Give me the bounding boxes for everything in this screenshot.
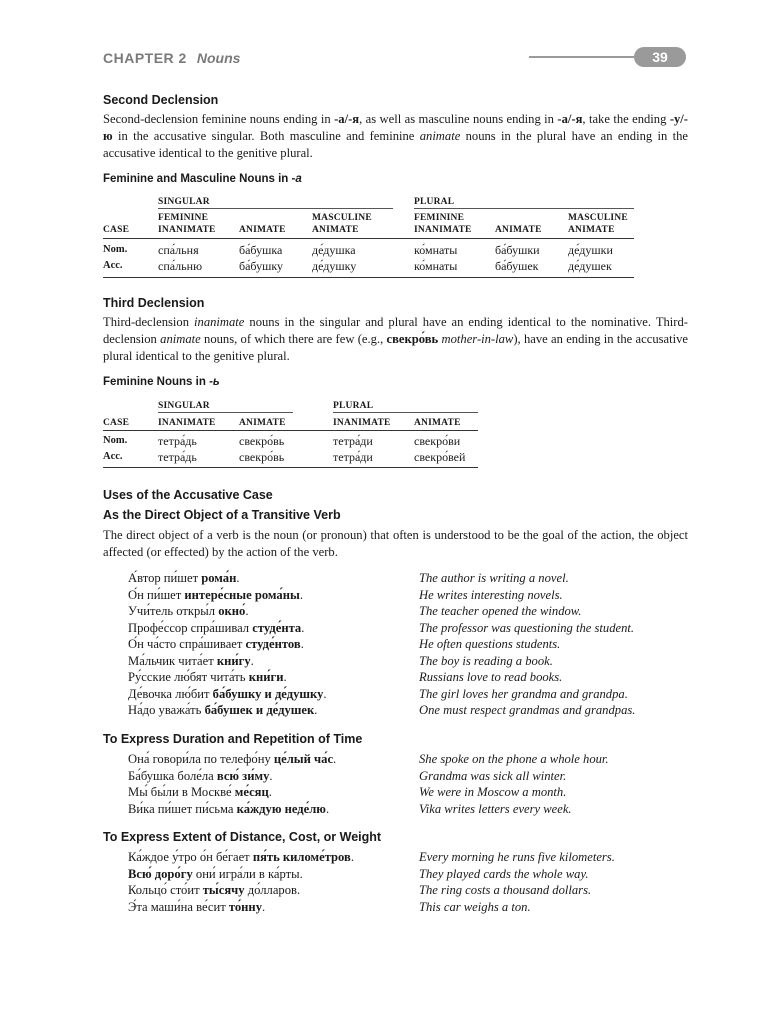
example-russian: Учи́тель откры́л окно́. <box>128 604 249 618</box>
table-title-second: Feminine and Masculine Nouns in -а <box>103 173 302 185</box>
table-rule <box>158 412 293 413</box>
example-english: He often questions students. <box>419 637 561 651</box>
subheading-extent: To Express Extent of Distance, Cost, or Weight <box>103 830 382 844</box>
table-header-fem-inanimate-pl: FEMININE INANIMATE <box>414 213 472 235</box>
table-header-plural: PLURAL <box>333 401 374 411</box>
table-cell: ба́бушки <box>495 243 540 257</box>
table-rule <box>103 467 478 468</box>
example-english: The teacher opened the window. <box>419 604 582 618</box>
example-russian: Мы́ бы́ли в Москве́ ме́сяц. <box>128 785 272 799</box>
table-cell: де́душку <box>312 259 357 273</box>
table-header-case: CASE <box>103 225 130 235</box>
example-english: The professor was questioning the student. <box>419 620 635 635</box>
table-header-masc-animate: MASCULINE ANIMATE <box>312 213 372 235</box>
example-english: He writes interesting novels. <box>419 587 563 602</box>
example-russian: Э́та маши́на ве́сит то́нну. <box>128 899 266 914</box>
table-cell: тетра́ди <box>333 434 373 448</box>
table-row-label: Acc. <box>103 260 123 271</box>
table-row-label: Nom. <box>103 435 128 446</box>
table-cell: ба́бушку <box>239 259 283 273</box>
example-english: The author is writing a novel. <box>419 571 569 585</box>
chapter-title: Nouns <box>196 50 241 66</box>
table-rule <box>103 238 634 239</box>
example-english: One must respect grandmas and grandpas. <box>419 703 636 717</box>
example-russian: Профе́ссор спра́шивал студе́нта. <box>128 620 305 635</box>
table-cell: спа́льня <box>158 243 199 257</box>
table-rule <box>158 208 393 209</box>
table-cell: тетра́дь <box>158 450 197 464</box>
table-cell: свекро́вь <box>239 450 285 464</box>
example-russian: Ка́ждое у́тро о́н бе́гает пя́ть киломе́тров. <box>128 850 354 864</box>
table-rule <box>414 208 634 209</box>
table-header-singular: SINGULAR <box>158 401 210 411</box>
section-heading-third-declension: Third Declension <box>103 296 205 310</box>
table-header-inanimate-pl: INANIMATE <box>333 418 391 428</box>
example-russian: На́до уважа́ть ба́бушек и де́душек. <box>128 703 318 717</box>
example-russian: Всю́ доро́гу они́ игра́ли в ка́рты. <box>128 866 303 881</box>
example-english: Russians love to read books. <box>419 670 563 684</box>
example-russian: О́н пи́шет интере́сные рома́ны. <box>128 587 303 602</box>
table-rule <box>103 430 478 431</box>
table-rule <box>333 412 478 413</box>
example-english: This car weighs a ton. <box>419 899 531 914</box>
table-third-declension <box>103 396 478 468</box>
table-cell: спа́льню <box>158 259 203 273</box>
example-russian: Кольцо́ сто́ит ты́сячу до́лларов. <box>128 883 301 897</box>
table-cell: ба́бушек <box>495 259 539 273</box>
example-english: We were in Moscow a month. <box>419 785 567 799</box>
example-russian: Ба́бушка боле́ла всю́ зи́му. <box>128 768 273 783</box>
subheading-duration: To Express Duration and Repetition of Time <box>103 732 363 746</box>
table-header-masc-animate-pl: MASCULINE ANIMATE <box>568 213 628 235</box>
table-title-third: Feminine Nouns in -ь <box>103 376 220 388</box>
paragraph-third-declension: Third-declension inanimate nouns in the singular and plural have an ending identical to the nominative. Third-declension animate nouns, of which there are few (e.g., свекро́вь mother-in-law), have an ending in the accusative plural identical to the genitive plural. <box>103 315 688 363</box>
example-russian: О́н ча́сто спра́шивает студе́нтов. <box>128 637 304 651</box>
table-header-inanimate: INANIMATE <box>158 418 216 428</box>
example-russian: Ви́ка пи́шет пи́сьма ка́ждую неде́лю. <box>128 801 330 816</box>
table-header-animate-pl: ANIMATE <box>414 418 461 428</box>
table-cell: свекро́ви <box>414 434 461 448</box>
table-rule <box>103 277 634 278</box>
section-heading-second-declension: Second Declension <box>103 93 219 107</box>
table-cell: тетра́ди <box>333 450 373 464</box>
table-header-singular: SINGULAR <box>158 197 210 207</box>
table-cell: де́душка <box>312 243 356 257</box>
table-cell: де́душки <box>568 243 613 257</box>
example-english: They played cards the whole way. <box>419 866 589 881</box>
example-russian: Ма́льчик чита́ет кни́гу. <box>128 653 254 668</box>
section-heading-uses: Uses of the Accusative Case <box>103 488 273 502</box>
paragraph-direct-object: The direct object of a verb is the noun (or pronoun) that often is understood to be the goal of the action, the object affected (or effected) by the action of the verb. <box>103 528 688 559</box>
example-russian: А́втор пи́шет рома́н. <box>128 571 240 585</box>
example-english: The ring costs a thousand dollars. <box>419 883 592 897</box>
example-english: The boy is reading a book. <box>419 653 553 668</box>
table-cell: ба́бушка <box>239 243 283 257</box>
example-english: Vika writes letters every week. <box>419 801 572 816</box>
table-cell: ко́мнаты <box>414 243 458 257</box>
table-header-animate: ANIMATE <box>239 225 286 235</box>
table-cell: свекро́вь <box>239 434 285 448</box>
running-header <box>103 48 683 68</box>
table-cell: де́душек <box>568 259 612 273</box>
table-header-animate: ANIMATE <box>239 418 286 428</box>
paragraph-second-declension: Second-declension feminine nouns ending in -а/-я, as well as masculine nouns ending in -а/-я, take the ending -у/-ю in the accusative singular. Both masculine and feminine animate nouns in the plural have an ending in the accusative identical to the genitive plural. <box>103 112 688 160</box>
table-header-plural: PLURAL <box>414 197 455 207</box>
table-row-label: Acc. <box>103 451 123 462</box>
chapter-label <box>103 50 240 66</box>
header-rule <box>529 56 639 58</box>
table-header-animate-pl: ANIMATE <box>495 225 542 235</box>
subheading-direct-object: As the Direct Object of a Transitive Verb <box>103 508 341 522</box>
table-cell: тетра́дь <box>158 434 197 448</box>
example-russian: Де́вочка лю́бит ба́бушку и де́душку. <box>128 686 327 701</box>
table-cell: свекро́вей <box>414 450 466 464</box>
table-header-case: CASE <box>103 418 130 428</box>
example-english: Grandma was sick all winter. <box>419 768 567 783</box>
table-second-declension <box>103 192 634 278</box>
example-english: She spoke on the phone a whole hour. <box>419 752 609 766</box>
table-row-label: Nom. <box>103 244 128 255</box>
chapter-number: CHAPTER 2 <box>103 50 187 66</box>
example-russian: Она́ говори́ла по телефо́ну це́лый ча́с. <box>128 752 337 766</box>
table-cell: ко́мнаты <box>414 259 458 273</box>
example-english: The girl loves her grandma and grandpa. <box>419 686 628 701</box>
example-english: Every morning he runs five kilometers. <box>419 850 615 864</box>
table-header-fem-inanimate: FEMININE INANIMATE <box>158 213 216 235</box>
example-russian: Ру́сские лю́бят чита́ть кни́ги. <box>128 670 287 684</box>
page-number: 39 <box>634 47 686 67</box>
